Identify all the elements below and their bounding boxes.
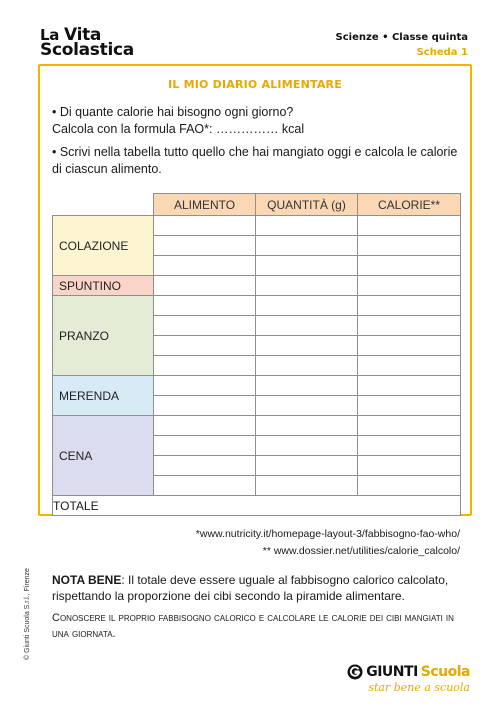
table-cell[interactable]	[358, 236, 461, 256]
table-cell[interactable]	[256, 356, 358, 376]
table-cell[interactable]	[358, 216, 461, 236]
table-cell[interactable]	[154, 396, 256, 416]
table-cell[interactable]	[358, 476, 461, 496]
table-row	[53, 216, 461, 236]
table-cell[interactable]	[358, 296, 461, 316]
meal-colazione: COLAZIONE	[53, 216, 154, 276]
learning-goal: Conoscere il proprio fabbisogno calorico e calcolare le calorie dei cibi mangiati in una giornata.	[52, 612, 454, 640]
instruction-question: • Di quante calorie hai bisogno ogni giorno?	[52, 105, 294, 119]
footnotes	[196, 526, 460, 560]
table-cell[interactable]	[154, 296, 256, 316]
magazine-logo	[40, 25, 134, 60]
table-cell[interactable]	[256, 396, 358, 416]
table-cell[interactable]	[358, 256, 461, 276]
table-cell[interactable]	[358, 336, 461, 356]
sheet-info	[336, 30, 468, 60]
page-title: IL MIO DIARIO ALIMENTARE	[168, 78, 342, 91]
table-cell[interactable]	[256, 216, 358, 236]
table-cell[interactable]	[154, 316, 256, 336]
table-cell[interactable]	[256, 456, 358, 476]
meal-pranzo: PRANZO	[53, 296, 154, 376]
table-cell[interactable]	[256, 476, 358, 496]
column-header-quantity: QUANTITÀ (g)	[256, 194, 358, 216]
nota-bene-text: : Il totale deve essere uguale al fabbisogno calorico calcolato, rispettando la proporzione dei cibi secondo la piramide alimentare.	[52, 573, 449, 603]
column-header-calories: CALORIE**	[358, 194, 461, 216]
table-cell[interactable]	[256, 416, 358, 436]
logo-line1-rest: Vita	[64, 25, 102, 45]
logo-line1-cap: La	[40, 26, 65, 44]
total-row	[53, 496, 461, 516]
table-cell[interactable]	[154, 256, 256, 276]
total-label[interactable]: TOTALE	[53, 496, 461, 516]
food-diary-table	[52, 193, 461, 516]
table-row	[53, 296, 461, 316]
publisher-name-giunti: GIUNTI	[366, 664, 418, 680]
publisher-logo	[340, 664, 470, 694]
column-header-food: ALIMENTO	[154, 194, 256, 216]
publisher-name-scuola: Scuola	[420, 664, 470, 680]
table-cell[interactable]	[256, 336, 358, 356]
meal-spuntino: SPUNTINO	[53, 276, 154, 296]
table-corner	[53, 194, 154, 216]
table-cell[interactable]	[358, 316, 461, 336]
table-cell[interactable]	[358, 356, 461, 376]
table-cell[interactable]	[154, 236, 256, 256]
logo-line2: Scolastica	[40, 40, 134, 60]
table-cell[interactable]	[154, 356, 256, 376]
table-cell[interactable]	[154, 216, 256, 236]
nota-bene	[52, 572, 462, 604]
table-cell[interactable]	[154, 276, 256, 296]
table-cell[interactable]	[256, 316, 358, 336]
instruction-fao-formula: Calcola con la formula FAO*: …………… kcal	[52, 122, 305, 136]
table-cell[interactable]	[358, 456, 461, 476]
table-cell[interactable]	[154, 336, 256, 356]
table-cell[interactable]	[358, 416, 461, 436]
subject-label: Scienze • Classe quinta	[335, 32, 468, 43]
meal-merenda: MERENDA	[53, 376, 154, 416]
table-cell[interactable]	[256, 296, 358, 316]
instruction-table: • Scrivi nella tabella tutto quello che hai mangiato oggi e calcola le calorie di ciascun alimento.	[52, 145, 458, 176]
giunti-g-icon	[347, 664, 363, 680]
table-cell[interactable]	[154, 376, 256, 396]
table-row	[53, 276, 461, 296]
publisher-tagline: star bene a scuola	[368, 681, 470, 694]
table-cell[interactable]	[154, 416, 256, 436]
table-cell[interactable]	[256, 436, 358, 456]
table-cell[interactable]	[256, 276, 358, 296]
table-cell[interactable]	[358, 436, 461, 456]
table-cell[interactable]	[358, 376, 461, 396]
table-cell[interactable]	[358, 396, 461, 416]
footnote-fao-link[interactable]: *www.nutricity.it/homepage-layout-3/fabbisogno-fao-who/	[195, 528, 460, 540]
table-cell[interactable]	[154, 436, 256, 456]
table-cell[interactable]	[256, 256, 358, 276]
meal-cena: CENA	[53, 416, 154, 496]
table-header-row	[53, 194, 461, 216]
table-cell[interactable]	[256, 376, 358, 396]
table-cell[interactable]	[154, 456, 256, 476]
table-cell[interactable]	[256, 236, 358, 256]
table-cell[interactable]	[154, 476, 256, 496]
nota-bene-label: NOTA BENE	[52, 573, 122, 587]
table-cell[interactable]	[358, 276, 461, 296]
table-row	[53, 416, 461, 436]
instructions	[52, 104, 462, 184]
copyright-notice: © Giunti Scuola S.r.l., Firenze	[24, 568, 31, 660]
sheet-number: Scheda 1	[416, 47, 468, 58]
footnote-calories-link[interactable]: ** www.dossier.net/utilities/calorie_calcolo/	[262, 545, 460, 557]
table-row	[53, 376, 461, 396]
